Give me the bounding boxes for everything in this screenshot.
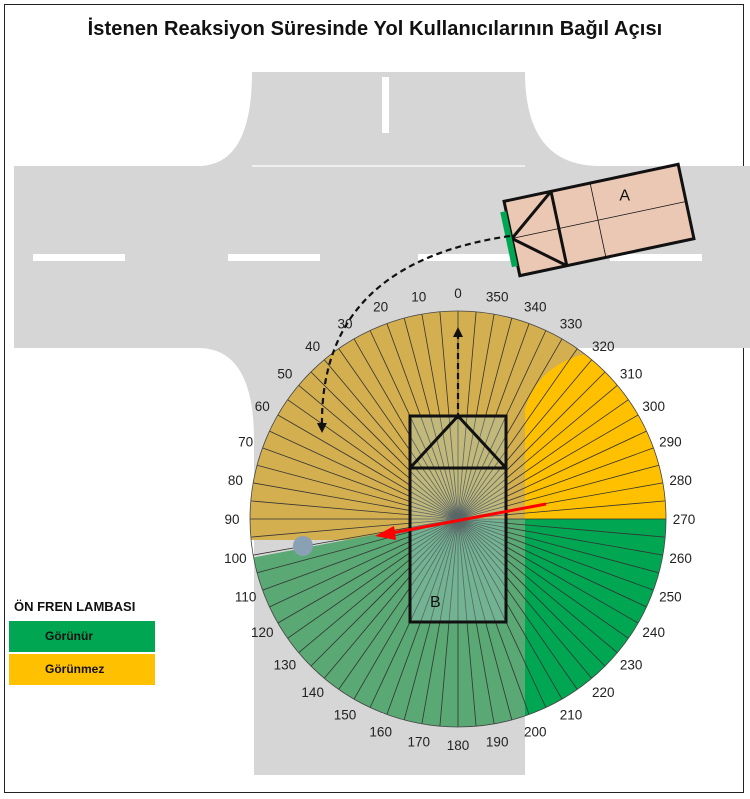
angle-label-50: 50 — [277, 366, 293, 382]
angle-label-250: 250 — [659, 589, 682, 605]
angle-label-90: 90 — [224, 512, 240, 527]
angle-label-100: 100 — [224, 551, 247, 567]
page-title: İstenen Reaksiyon Süresinde Yol Kullanıcılarının Bağıl Açısı — [87, 18, 663, 40]
observer-dot — [293, 536, 313, 556]
angle-label-30: 30 — [337, 316, 353, 332]
vehicle-a-label: A — [619, 187, 631, 205]
angle-label-240: 240 — [642, 625, 665, 640]
legend-item-visible — [9, 621, 155, 652]
corner-bottom-left — [198, 348, 254, 440]
angle-label-160: 160 — [369, 724, 392, 740]
angle-label-150: 150 — [333, 707, 357, 723]
corner-top-left — [198, 72, 252, 166]
angle-label-220: 220 — [592, 685, 615, 701]
angle-label-200: 200 — [524, 724, 547, 740]
vehicle-b — [410, 416, 506, 622]
angle-label-40: 40 — [305, 338, 321, 354]
angle-label-60: 60 — [254, 399, 270, 414]
corner-top-right — [525, 72, 600, 166]
angle-label-80: 80 — [227, 472, 243, 488]
legend-item-invisible — [9, 654, 155, 685]
angle-label-230: 230 — [619, 657, 643, 673]
angle-label-70: 70 — [238, 434, 254, 450]
angle-label-330: 330 — [559, 316, 583, 332]
angle-label-290: 290 — [659, 434, 682, 450]
angle-label-110: 110 — [234, 589, 257, 605]
angle-label-20: 20 — [373, 299, 389, 315]
angle-label-270: 270 — [672, 512, 696, 527]
angle-label-180: 180 — [446, 738, 470, 753]
legend-title: ÖN FREN LAMBASI — [14, 599, 136, 614]
angle-label-320: 320 — [592, 338, 615, 354]
angle-label-310: 310 — [619, 366, 643, 382]
angle-label-210: 210 — [559, 707, 583, 723]
legend-item-label: Görünmez — [45, 662, 105, 676]
angle-label-340: 340 — [524, 299, 547, 315]
angle-label-190: 190 — [485, 734, 509, 750]
vehicle-b-label: B — [430, 594, 441, 611]
angle-label-140: 140 — [301, 685, 324, 701]
angle-label-120: 120 — [251, 625, 274, 640]
angle-label-0: 0 — [454, 286, 462, 301]
angle-label-260: 260 — [669, 551, 692, 567]
angle-label-170: 170 — [407, 734, 431, 750]
vehicle-b-body — [410, 416, 506, 622]
angle-label-280: 280 — [669, 472, 692, 488]
angle-label-10: 10 — [411, 289, 427, 305]
angle-label-130: 130 — [273, 657, 297, 673]
angle-label-350: 350 — [485, 289, 509, 305]
legend-item-label: Görünür — [45, 629, 93, 643]
angle-label-300: 300 — [642, 399, 665, 414]
